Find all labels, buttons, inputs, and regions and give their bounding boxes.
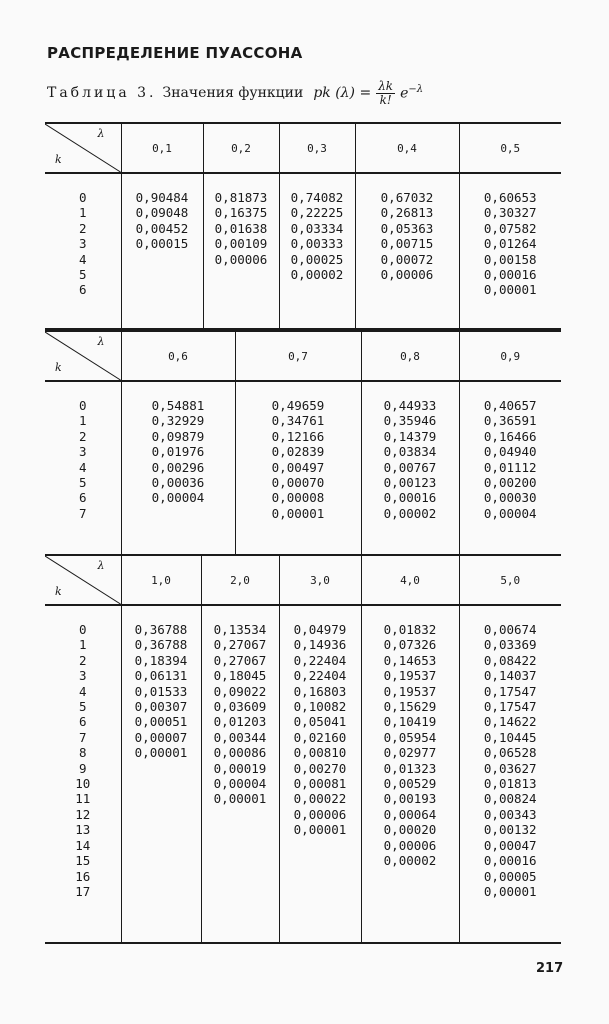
probability-value: 0,01264 bbox=[483, 236, 537, 252]
probability-value: 0,12166 bbox=[271, 428, 325, 444]
probability-value: 0,03369 bbox=[483, 637, 537, 653]
probability-value: 0,00051 bbox=[134, 714, 188, 730]
probability-value: 0,00016 bbox=[483, 853, 537, 869]
probability-value: 0,35946 bbox=[383, 413, 437, 429]
probability-value: 0,06528 bbox=[483, 745, 537, 761]
k-value: 1 bbox=[78, 637, 87, 653]
probability-value: 0,00016 bbox=[383, 490, 437, 506]
probability-value: 0,10082 bbox=[293, 699, 347, 715]
probability-value: 0,04979 bbox=[293, 622, 347, 637]
lambda-header: 0,6 bbox=[121, 331, 235, 381]
probability-value: 0,01638 bbox=[214, 220, 268, 236]
probability-value: 0,54881 bbox=[151, 398, 205, 413]
lambda-header: 0,8 bbox=[361, 331, 459, 381]
value-column bbox=[361, 381, 459, 555]
k-symbol: k bbox=[55, 153, 62, 166]
k-value: 4 bbox=[78, 459, 87, 475]
probability-value: 0,15629 bbox=[383, 699, 437, 715]
value-column bbox=[121, 173, 203, 329]
probability-value: 0,67032 bbox=[380, 190, 434, 205]
probability-value: 0,14653 bbox=[383, 652, 437, 668]
probability-value: 0,00002 bbox=[383, 505, 437, 521]
lambda-header: 0,5 bbox=[459, 123, 561, 173]
probability-value: 0,00307 bbox=[134, 699, 188, 715]
lambda-header: 0,9 bbox=[459, 331, 561, 381]
formula-numerator: λk bbox=[378, 78, 394, 93]
probability-value: 0,00006 bbox=[383, 837, 437, 853]
probability-value: 0,00001 bbox=[271, 505, 325, 521]
probability-value: 0,00047 bbox=[483, 837, 537, 853]
section-title: РАСПРЕДЕЛЕНИЕ ПУАССОНА bbox=[47, 44, 303, 62]
probability-value: 0,00006 bbox=[214, 251, 268, 267]
probability-value: 0,09879 bbox=[151, 428, 205, 444]
probability-value: 0,07326 bbox=[383, 637, 437, 653]
lambda-header: 2,0 bbox=[201, 555, 279, 605]
probability-value: 0,00296 bbox=[151, 459, 205, 475]
lambda-header: 0,7 bbox=[235, 331, 361, 381]
value-column bbox=[203, 173, 279, 329]
values-row bbox=[45, 173, 561, 329]
probability-value: 0,14379 bbox=[383, 428, 437, 444]
probability-value: 0,00824 bbox=[483, 791, 537, 807]
probability-value: 0,30327 bbox=[483, 205, 537, 221]
probability-value: 0,10445 bbox=[483, 729, 537, 745]
formula-denominator: k! bbox=[379, 92, 392, 107]
k-value: 6 bbox=[78, 490, 87, 506]
lambda-symbol: λ bbox=[97, 127, 105, 140]
probability-value: 0,00005 bbox=[483, 868, 537, 884]
formula-exponential bbox=[400, 84, 423, 102]
probability-value: 0,17547 bbox=[483, 699, 537, 715]
probability-value: 0,08422 bbox=[483, 652, 537, 668]
value-column bbox=[361, 605, 459, 943]
k-column bbox=[45, 381, 121, 555]
probability-value: 0,10419 bbox=[383, 714, 437, 730]
k-symbol: k bbox=[55, 585, 62, 598]
lambda-header: 1,0 bbox=[121, 555, 201, 605]
k-value: 6 bbox=[78, 282, 87, 298]
k-value: 13 bbox=[75, 822, 91, 838]
probability-value: 0,00001 bbox=[483, 883, 537, 899]
probability-value: 0,16375 bbox=[214, 205, 268, 221]
probability-value: 0,00006 bbox=[380, 267, 434, 283]
k-value: 2 bbox=[78, 428, 87, 444]
probability-value: 0,00004 bbox=[483, 505, 537, 521]
probability-value: 0,07582 bbox=[483, 220, 537, 236]
probability-value: 0,14936 bbox=[293, 637, 347, 653]
corner-header bbox=[45, 123, 121, 173]
probability-value: 0,00006 bbox=[293, 806, 347, 822]
probability-value: 0,06131 bbox=[134, 668, 188, 684]
k-column bbox=[45, 605, 121, 943]
probability-value: 0,00036 bbox=[151, 475, 205, 491]
probability-value: 0,00001 bbox=[213, 791, 267, 807]
probability-value: 0,14622 bbox=[483, 714, 537, 730]
probability-value: 0,00810 bbox=[293, 745, 347, 761]
probability-value: 0,00015 bbox=[135, 236, 189, 252]
formula-fraction bbox=[376, 80, 395, 107]
k-value: 0 bbox=[78, 398, 87, 413]
probability-value: 0,36788 bbox=[134, 637, 188, 653]
k-value: 5 bbox=[78, 699, 87, 715]
probability-value: 0,02977 bbox=[383, 745, 437, 761]
formula-exp-power: −λ bbox=[408, 84, 424, 96]
probability-value: 0,27067 bbox=[213, 637, 267, 653]
probability-value: 0,03834 bbox=[383, 444, 437, 460]
probability-value: 0,01832 bbox=[383, 622, 437, 637]
k-value: 6 bbox=[78, 714, 87, 730]
probability-value: 0,05954 bbox=[383, 729, 437, 745]
probability-value: 0,00200 bbox=[483, 475, 537, 491]
poisson-table-3 bbox=[45, 554, 561, 944]
k-value: 5 bbox=[78, 475, 87, 491]
k-value: 3 bbox=[78, 444, 87, 460]
k-value: 5 bbox=[78, 267, 87, 283]
probability-value: 0,00072 bbox=[380, 251, 434, 267]
caption-label: Таблица 3. bbox=[47, 85, 157, 101]
probability-value: 0,00086 bbox=[213, 745, 267, 761]
probability-value: 0,00109 bbox=[214, 236, 268, 252]
probability-value: 0,74082 bbox=[290, 190, 344, 205]
k-value: 2 bbox=[78, 652, 87, 668]
lambda-header: 0,2 bbox=[203, 123, 279, 173]
poisson-table-2 bbox=[45, 330, 561, 556]
probability-value: 0,00270 bbox=[293, 760, 347, 776]
k-column bbox=[45, 173, 121, 329]
header-row bbox=[45, 331, 561, 381]
probability-value: 0,00025 bbox=[290, 251, 344, 267]
value-column bbox=[279, 605, 361, 943]
k-value: 4 bbox=[78, 683, 87, 699]
probability-value: 0,36788 bbox=[134, 622, 188, 637]
probability-value: 0,00008 bbox=[271, 490, 325, 506]
probability-value: 0,00529 bbox=[383, 776, 437, 792]
value-column bbox=[121, 605, 201, 943]
probability-value: 0,00002 bbox=[290, 267, 344, 283]
probability-value: 0,00158 bbox=[483, 251, 537, 267]
formula-lhs: pk (λ) = bbox=[313, 85, 372, 101]
probability-value: 0,00064 bbox=[383, 806, 437, 822]
probability-value: 0,19537 bbox=[383, 683, 437, 699]
probability-value: 0,09048 bbox=[135, 205, 189, 221]
values-row bbox=[45, 605, 561, 943]
k-value: 2 bbox=[78, 220, 87, 236]
probability-value: 0,00193 bbox=[383, 791, 437, 807]
k-value: 15 bbox=[75, 853, 91, 869]
probability-value: 0,02839 bbox=[271, 444, 325, 460]
value-column bbox=[355, 173, 459, 329]
probability-value: 0,00019 bbox=[213, 760, 267, 776]
probability-value: 0,00132 bbox=[483, 822, 537, 838]
probability-value: 0,01112 bbox=[483, 459, 537, 475]
k-value: 7 bbox=[78, 505, 87, 521]
probability-value: 0,00767 bbox=[383, 459, 437, 475]
corner-header bbox=[45, 331, 121, 381]
k-value: 11 bbox=[75, 791, 91, 807]
probability-value: 0,00081 bbox=[293, 776, 347, 792]
k-value: 8 bbox=[78, 745, 87, 761]
value-column bbox=[459, 605, 561, 943]
probability-value: 0,00343 bbox=[483, 806, 537, 822]
probability-value: 0,60653 bbox=[483, 190, 537, 205]
probability-value: 0,16803 bbox=[293, 683, 347, 699]
k-value: 14 bbox=[75, 837, 91, 853]
probability-value: 0,00020 bbox=[383, 822, 437, 838]
probability-value: 0,00715 bbox=[380, 236, 434, 252]
probability-value: 0,03627 bbox=[483, 760, 537, 776]
k-value: 0 bbox=[78, 622, 87, 637]
probability-value: 0,00333 bbox=[290, 236, 344, 252]
k-value: 3 bbox=[78, 668, 87, 684]
k-value: 9 bbox=[78, 760, 87, 776]
value-column bbox=[459, 381, 561, 555]
probability-value: 0,14037 bbox=[483, 668, 537, 684]
formula-exp-base: e bbox=[400, 85, 409, 102]
probability-value: 0,09022 bbox=[213, 683, 267, 699]
k-value: 1 bbox=[78, 205, 87, 221]
probability-value: 0,00004 bbox=[151, 490, 205, 506]
k-value: 3 bbox=[78, 236, 87, 252]
value-column bbox=[279, 173, 355, 329]
probability-value: 0,04940 bbox=[483, 444, 537, 460]
value-column bbox=[201, 605, 279, 943]
probability-value: 0,22404 bbox=[293, 668, 347, 684]
lambda-header: 4,0 bbox=[361, 555, 459, 605]
probability-value: 0,81873 bbox=[214, 190, 268, 205]
probability-value: 0,01813 bbox=[483, 776, 537, 792]
probability-value: 0,22404 bbox=[293, 652, 347, 668]
probability-value: 0,00001 bbox=[293, 822, 347, 838]
probability-value: 0,36591 bbox=[483, 413, 537, 429]
k-value: 1 bbox=[78, 413, 87, 429]
table-caption bbox=[47, 76, 423, 110]
probability-value: 0,44933 bbox=[383, 398, 437, 413]
page-number: 217 bbox=[536, 961, 564, 976]
probability-value: 0,05363 bbox=[380, 220, 434, 236]
probability-value: 0,18045 bbox=[213, 668, 267, 684]
caption-text: Значения функции bbox=[162, 85, 304, 101]
probability-value: 0,40657 bbox=[483, 398, 537, 413]
k-value: 0 bbox=[78, 190, 87, 205]
probability-value: 0,03334 bbox=[290, 220, 344, 236]
corner-header bbox=[45, 555, 121, 605]
probability-value: 0,03609 bbox=[213, 699, 267, 715]
k-value: 10 bbox=[75, 776, 91, 792]
lambda-header: 0,3 bbox=[279, 123, 355, 173]
probability-value: 0,01203 bbox=[213, 714, 267, 730]
probability-value: 0,00022 bbox=[293, 791, 347, 807]
probability-value: 0,00004 bbox=[213, 776, 267, 792]
lambda-symbol: λ bbox=[97, 335, 105, 348]
value-column bbox=[235, 381, 361, 555]
probability-value: 0,90484 bbox=[135, 190, 189, 205]
probability-value: 0,00001 bbox=[134, 745, 188, 761]
probability-value: 0,00452 bbox=[135, 220, 189, 236]
lambda-symbol: λ bbox=[97, 559, 105, 572]
probability-value: 0,26813 bbox=[380, 205, 434, 221]
probability-value: 0,01533 bbox=[134, 683, 188, 699]
probability-value: 0,00030 bbox=[483, 490, 537, 506]
k-value: 12 bbox=[75, 806, 91, 822]
probability-value: 0,02160 bbox=[293, 729, 347, 745]
probability-value: 0,00016 bbox=[483, 267, 537, 283]
probability-value: 0,13534 bbox=[213, 622, 267, 637]
probability-value: 0,05041 bbox=[293, 714, 347, 730]
probability-value: 0,19537 bbox=[383, 668, 437, 684]
probability-value: 0,00001 bbox=[483, 282, 537, 298]
lambda-header: 5,0 bbox=[459, 555, 561, 605]
probability-value: 0,22225 bbox=[290, 205, 344, 221]
probability-value: 0,00497 bbox=[271, 459, 325, 475]
probability-value: 0,01323 bbox=[383, 760, 437, 776]
value-column bbox=[121, 381, 235, 555]
lambda-header: 0,4 bbox=[355, 123, 459, 173]
k-value: 17 bbox=[75, 883, 91, 899]
probability-value: 0,00123 bbox=[383, 475, 437, 491]
probability-value: 0,18394 bbox=[134, 652, 188, 668]
lambda-header: 3,0 bbox=[279, 555, 361, 605]
lambda-header: 0,1 bbox=[121, 123, 203, 173]
probability-value: 0,32929 bbox=[151, 413, 205, 429]
probability-value: 0,00674 bbox=[483, 622, 537, 637]
probability-value: 0,27067 bbox=[213, 652, 267, 668]
probability-value: 0,16466 bbox=[483, 428, 537, 444]
k-value: 4 bbox=[78, 251, 87, 267]
probability-value: 0,34761 bbox=[271, 413, 325, 429]
probability-value: 0,00344 bbox=[213, 729, 267, 745]
k-value: 7 bbox=[78, 729, 87, 745]
probability-value: 0,49659 bbox=[271, 398, 325, 413]
probability-value: 0,00002 bbox=[383, 853, 437, 869]
header-row bbox=[45, 123, 561, 173]
probability-value: 0,01976 bbox=[151, 444, 205, 460]
k-symbol: k bbox=[55, 361, 62, 374]
probability-value: 0,00007 bbox=[134, 729, 188, 745]
probability-value: 0,00070 bbox=[271, 475, 325, 491]
values-row bbox=[45, 381, 561, 555]
value-column bbox=[459, 173, 561, 329]
k-value: 16 bbox=[75, 868, 91, 884]
probability-value: 0,17547 bbox=[483, 683, 537, 699]
poisson-table-1 bbox=[45, 122, 561, 330]
header-row bbox=[45, 555, 561, 605]
